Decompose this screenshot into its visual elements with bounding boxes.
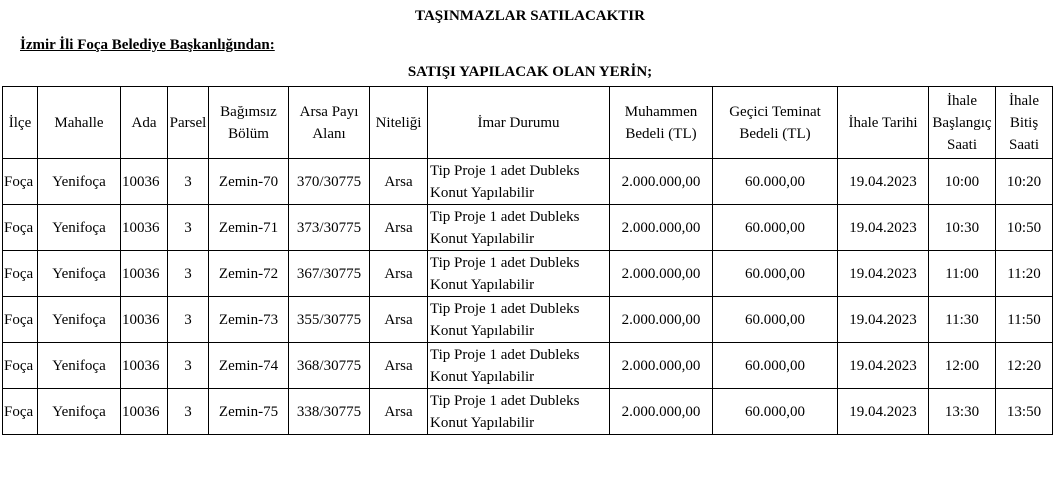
cell-imar-durumu: Tip Proje 1 adet Dubleks Konut Yapılabilir: [428, 343, 610, 389]
cell-gecici-teminat: 60.000,00: [713, 251, 838, 297]
property-table: [2, 86, 1053, 435]
cell-gecici-teminat: 60.000,00: [713, 343, 838, 389]
cell-ihale-tarihi: 19.04.2023: [838, 297, 929, 343]
section-heading: SATIŞI YAPILACAK OLAN YERİN;: [407, 64, 653, 80]
cell-imar-durumu: Tip Proje 1 adet Dubleks Konut Yapılabilir: [428, 251, 610, 297]
table-header-row: [3, 87, 1053, 159]
cell-ihale-tarihi: 19.04.2023: [838, 205, 929, 251]
cell-imar-durumu: Tip Proje 1 adet Dubleks Konut Yapılabilir: [428, 205, 610, 251]
cell-mahalle: Yenifoça: [38, 159, 121, 205]
cell-baslangic-saati: 11:00: [929, 251, 996, 297]
column-header-bagimsiz-bolum: Bağımsız Bölüm: [209, 87, 289, 159]
column-header-ilce: İlçe: [3, 87, 38, 159]
cell-arsa-payi: 368/30775: [289, 343, 370, 389]
cell-parsel: 3: [168, 343, 209, 389]
cell-bagimsiz-bolum: Zemin-75: [209, 389, 289, 435]
column-header-ihale-tarihi: İhale Tarihi: [838, 87, 929, 159]
cell-ilce: Foça: [3, 389, 38, 435]
cell-ada: 10036: [121, 251, 168, 297]
cell-bagimsiz-bolum: Zemin-74: [209, 343, 289, 389]
table-row: [3, 251, 1053, 297]
column-header-arsa-payi: Arsa Payı Alanı: [289, 87, 370, 159]
cell-arsa-payi: 373/30775: [289, 205, 370, 251]
cell-arsa-payi: 338/30775: [289, 389, 370, 435]
cell-baslangic-saati: 10:30: [929, 205, 996, 251]
cell-bitis-saati: 13:50: [996, 389, 1053, 435]
column-header-niteligi: Niteliği: [370, 87, 428, 159]
cell-bagimsiz-bolum: Zemin-72: [209, 251, 289, 297]
cell-muhammen-bedeli: 2.000.000,00: [610, 251, 713, 297]
cell-parsel: 3: [168, 159, 209, 205]
column-header-baslangic-saati: İhale Başlangıç Saati: [929, 87, 996, 159]
table-row: [3, 205, 1053, 251]
cell-niteligi: Arsa: [370, 343, 428, 389]
cell-ilce: Foça: [3, 343, 38, 389]
cell-muhammen-bedeli: 2.000.000,00: [610, 205, 713, 251]
cell-baslangic-saati: 12:00: [929, 343, 996, 389]
cell-bitis-saati: 11:50: [996, 297, 1053, 343]
cell-mahalle: Yenifoça: [38, 205, 121, 251]
column-header-bitis-saati: İhale Bitiş Saati: [996, 87, 1053, 159]
cell-bitis-saati: 10:20: [996, 159, 1053, 205]
cell-ada: 10036: [121, 343, 168, 389]
cell-mahalle: Yenifoça: [38, 343, 121, 389]
cell-ihale-tarihi: 19.04.2023: [838, 159, 929, 205]
cell-ihale-tarihi: 19.04.2023: [838, 251, 929, 297]
issuing-authority: İzmir İli Foça Belediye Başkanlığından:: [20, 37, 275, 53]
cell-imar-durumu: Tip Proje 1 adet Dubleks Konut Yapılabilir: [428, 159, 610, 205]
cell-ada: 10036: [121, 389, 168, 435]
cell-gecici-teminat: 60.000,00: [713, 297, 838, 343]
column-header-parsel: Parsel: [168, 87, 209, 159]
table-row: [3, 297, 1053, 343]
cell-baslangic-saati: 11:30: [929, 297, 996, 343]
cell-niteligi: Arsa: [370, 297, 428, 343]
cell-gecici-teminat: 60.000,00: [713, 159, 838, 205]
cell-ilce: Foça: [3, 205, 38, 251]
cell-ada: 10036: [121, 159, 168, 205]
cell-baslangic-saati: 13:30: [929, 389, 996, 435]
cell-arsa-payi: 355/30775: [289, 297, 370, 343]
cell-mahalle: Yenifoça: [38, 251, 121, 297]
cell-arsa-payi: 370/30775: [289, 159, 370, 205]
column-header-gecici-teminat: Geçici Teminat Bedeli (TL): [713, 87, 838, 159]
cell-bitis-saati: 12:20: [996, 343, 1053, 389]
cell-ihale-tarihi: 19.04.2023: [838, 389, 929, 435]
table-body: [3, 159, 1053, 435]
cell-ilce: Foça: [3, 251, 38, 297]
cell-niteligi: Arsa: [370, 251, 428, 297]
table-row: [3, 159, 1053, 205]
cell-ada: 10036: [121, 297, 168, 343]
cell-bagimsiz-bolum: Zemin-70: [209, 159, 289, 205]
cell-parsel: 3: [168, 251, 209, 297]
cell-ihale-tarihi: 19.04.2023: [838, 343, 929, 389]
cell-imar-durumu: Tip Proje 1 adet Dubleks Konut Yapılabilir: [428, 297, 610, 343]
cell-baslangic-saati: 10:00: [929, 159, 996, 205]
cell-bitis-saati: 11:20: [996, 251, 1053, 297]
column-header-mahalle: Mahalle: [38, 87, 121, 159]
cell-muhammen-bedeli: 2.000.000,00: [610, 159, 713, 205]
cell-parsel: 3: [168, 389, 209, 435]
cell-niteligi: Arsa: [370, 389, 428, 435]
cell-niteligi: Arsa: [370, 205, 428, 251]
cell-ilce: Foça: [3, 159, 38, 205]
cell-parsel: 3: [168, 205, 209, 251]
table-row: [3, 343, 1053, 389]
column-header-ada: Ada: [121, 87, 168, 159]
cell-mahalle: Yenifoça: [38, 389, 121, 435]
cell-ilce: Foça: [3, 297, 38, 343]
column-header-imar-durumu: İmar Durumu: [428, 87, 610, 159]
cell-bagimsiz-bolum: Zemin-71: [209, 205, 289, 251]
cell-bitis-saati: 10:50: [996, 205, 1053, 251]
cell-ada: 10036: [121, 205, 168, 251]
cell-mahalle: Yenifoça: [38, 297, 121, 343]
cell-muhammen-bedeli: 2.000.000,00: [610, 297, 713, 343]
cell-muhammen-bedeli: 2.000.000,00: [610, 343, 713, 389]
document-title: TAŞINMAZLAR SATILACAKTIR: [415, 8, 645, 24]
table-row: [3, 389, 1053, 435]
cell-gecici-teminat: 60.000,00: [713, 389, 838, 435]
cell-parsel: 3: [168, 297, 209, 343]
cell-gecici-teminat: 60.000,00: [713, 205, 838, 251]
column-header-muhammen-bedeli: Muhammen Bedeli (TL): [610, 87, 713, 159]
cell-bagimsiz-bolum: Zemin-73: [209, 297, 289, 343]
cell-imar-durumu: Tip Proje 1 adet Dubleks Konut Yapılabilir: [428, 389, 610, 435]
cell-arsa-payi: 367/30775: [289, 251, 370, 297]
cell-niteligi: Arsa: [370, 159, 428, 205]
cell-muhammen-bedeli: 2.000.000,00: [610, 389, 713, 435]
